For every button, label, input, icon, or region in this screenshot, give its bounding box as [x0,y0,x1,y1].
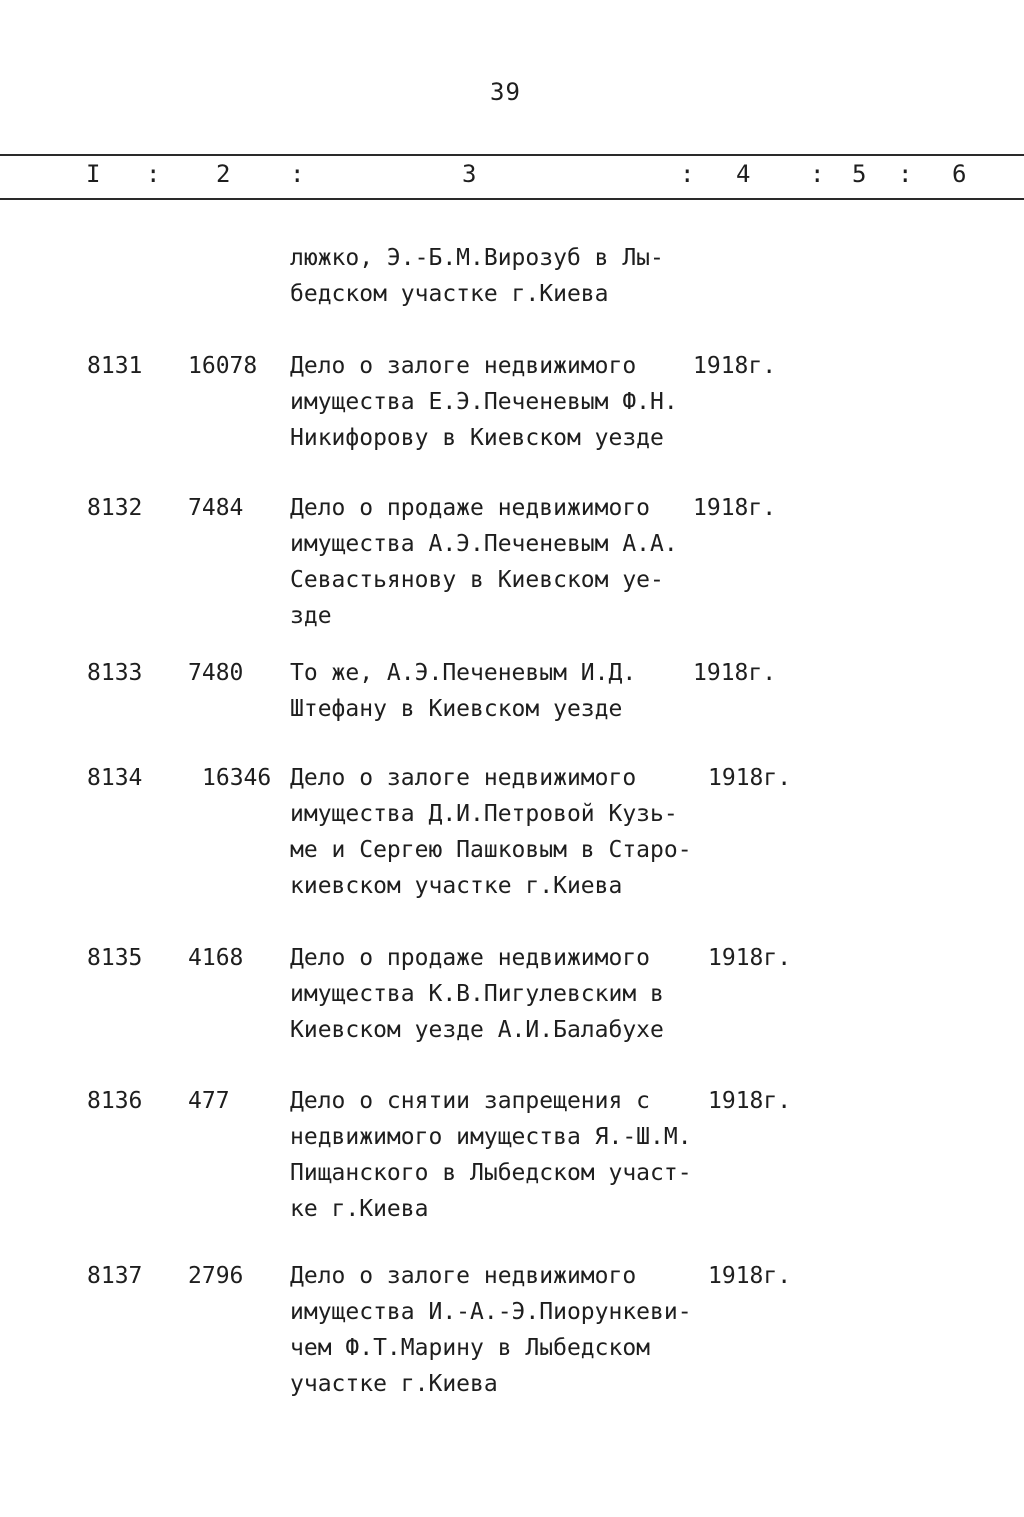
column-3-label: 3 [462,160,477,188]
entry-number: 8131 [87,353,143,379]
column-separator: : [898,160,913,188]
entry-description [290,760,710,904]
column-separator: : [810,160,825,188]
entry-description [290,1083,710,1227]
entry-number: 8134 [87,765,143,791]
description-line: Дело о залоге недвижимого [290,353,637,379]
description-line: ме и Сергею Пашковым в Старо- [290,837,692,863]
description-line: ке г.Киева [290,1196,429,1222]
file-number: 477 [188,1088,230,1114]
description-line: Дело о продаже недвижимого [290,495,651,521]
entry-date: 1918г. [708,945,792,971]
table-column-header [0,160,1024,190]
description-line: Киевском уезде А.И.Балабухе [290,1017,664,1043]
entry-date: 1918г. [693,353,777,379]
file-number: 7480 [188,660,244,686]
description-line: То же, А.Э.Печеневым И.Д. [290,660,637,686]
entry-number: 8135 [87,945,143,971]
entry-number: 8136 [87,1088,143,1114]
entry-description [290,490,710,634]
entry-description [290,940,710,1048]
description-line: Дело о продаже недвижимого [290,945,651,971]
file-number: 4168 [188,945,244,971]
description-line: имущества Д.И.Петровой Кузь- [290,801,678,827]
entry-description [290,348,710,456]
description-line: имущества Е.Э.Печеневым Ф.Н. [290,389,678,415]
entry-description [290,240,710,312]
entry-date: 1918г. [708,765,792,791]
description-line: имущества К.В.Пигулевским в [290,981,664,1007]
description-line: люжко, Э.-Б.М.Вирозуб в Лы- [290,245,664,271]
column-2-label: 2 [216,160,231,188]
description-line: киевском участке г.Киева [290,873,623,899]
column-6-label: 6 [952,160,967,188]
file-number: 16078 [188,353,258,379]
description-line: Дело о залоге недвижимого [290,765,637,791]
entry-number: 8132 [87,495,143,521]
column-1-label: I [86,160,101,188]
entry-date: 1918г. [708,1263,792,1289]
description-line: Севастьянову в Киевском уе- [290,567,664,593]
description-line: имущества И.-А.-Э.Пиорункеви- [290,1299,692,1325]
page-number: 39 [490,78,521,106]
column-5-label: 5 [852,160,867,188]
column-separator: : [146,160,161,188]
entry-date: 1918г. [708,1088,792,1114]
entry-date: 1918г. [693,495,777,521]
column-separator: : [680,160,695,188]
entry-number: 8137 [87,1263,143,1289]
column-4-label: 4 [736,160,751,188]
file-number: 16346 [202,765,272,791]
description-line: участке г.Киева [290,1371,498,1397]
file-number: 2796 [188,1263,244,1289]
description-line: имущества А.Э.Печеневым А.А. [290,531,678,557]
description-line: Дело о залоге недвижимого [290,1263,637,1289]
table-header-bottom-rule [0,198,1024,200]
entry-description [290,655,710,727]
table-header-top-rule [0,154,1024,156]
entry-number: 8133 [87,660,143,686]
description-line: Никифорову в Киевском уезде [290,425,664,451]
file-number: 7484 [188,495,244,521]
column-separator: : [290,160,305,188]
description-line: Дело о снятии запрещения с [290,1088,651,1114]
description-line: Пищанского в Лыбедском участ- [290,1160,692,1186]
entry-description [290,1258,710,1402]
description-line: недвижимого имущества Я.-Ш.М. [290,1124,692,1150]
description-line: бедском участке г.Киева [290,281,609,307]
entry-date: 1918г. [693,660,777,686]
description-line: чем Ф.Т.Марину в Лыбедском [290,1335,651,1361]
description-line: Штефану в Киевском уезде [290,696,623,722]
description-line: зде [290,603,332,629]
